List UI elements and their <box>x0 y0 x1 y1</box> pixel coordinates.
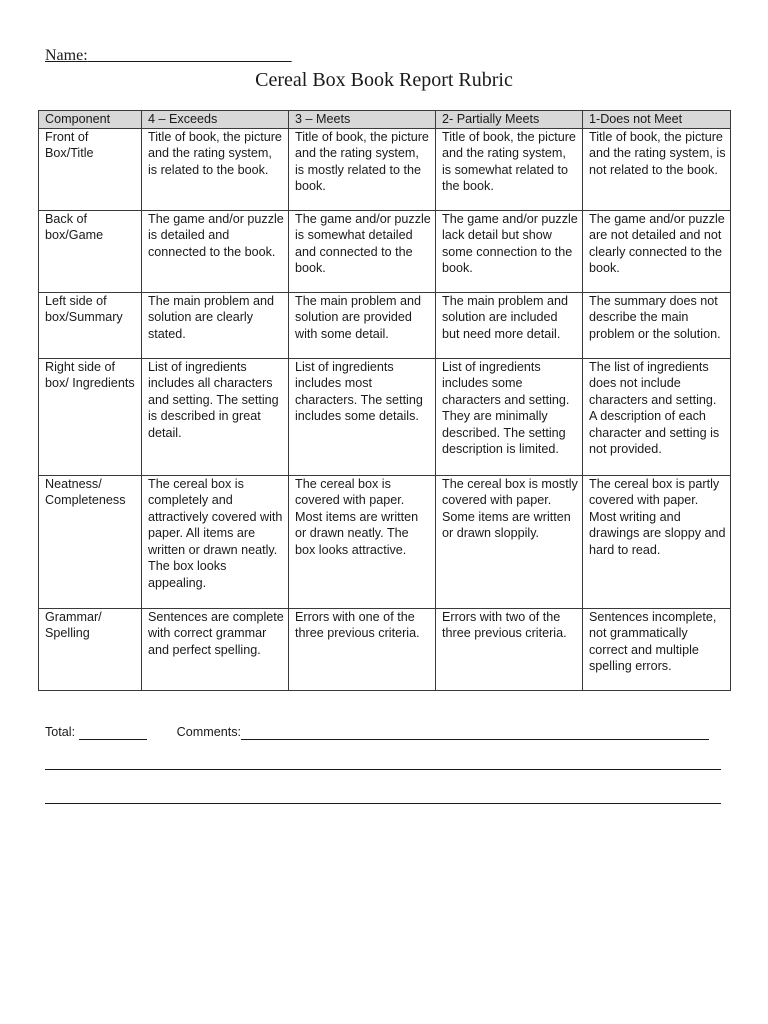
table-cell: Sentences incomplete, not grammatically correct and multiple spelling errors. <box>583 608 731 690</box>
table-row <box>39 475 731 608</box>
name-blank-line[interactable] <box>88 47 292 64</box>
table-row <box>39 358 731 475</box>
name-label: Name: <box>45 47 88 64</box>
table-cell: The game and/or puzzle is somewhat detailed and connected to the book. <box>289 210 436 292</box>
row-component: Back of box/Game <box>39 210 142 292</box>
row-component: Neatness/ Completeness <box>39 475 142 608</box>
table-cell: Title of book, the picture and the rating system, is not related to the book. <box>583 128 731 210</box>
table-cell: Title of book, the picture and the rating system, is mostly related to the book. <box>289 128 436 210</box>
table-cell: The game and/or puzzle is detailed and connected to the book. <box>142 210 289 292</box>
table-cell: The game and/or puzzle are not detailed and not clearly connected to the book. <box>583 210 731 292</box>
row-component: Left side of box/Summary <box>39 292 142 358</box>
column-header-exceeds: 4 – Exceeds <box>142 111 289 129</box>
comments-blank-line[interactable] <box>241 739 709 740</box>
table-cell: Errors with two of the three previous criteria. <box>436 608 583 690</box>
table-cell: The list of ingredients does not include characters and setting. A description of each character and setting is not provided. <box>583 358 731 475</box>
total-label: Total: <box>45 725 76 739</box>
table-row <box>39 128 731 210</box>
table-cell: The main problem and solution are provided with some detail. <box>289 292 436 358</box>
comments-line-3[interactable] <box>45 803 721 804</box>
table-cell: Title of book, the picture and the rating system, is related to the book. <box>142 128 289 210</box>
column-header-meets: 3 – Meets <box>289 111 436 129</box>
table-cell: List of ingredients includes some characters and setting. They are minimally described. The setting description is limited. <box>436 358 583 475</box>
table-cell: The main problem and solution are included but need more detail. <box>436 292 583 358</box>
table-cell: Sentences are complete with correct grammar and perfect spelling. <box>142 608 289 690</box>
rubric-table <box>38 110 731 691</box>
row-component: Front of Box/Title <box>39 128 142 210</box>
table-cell: The game and/or puzzle lack detail but show some connection to the book. <box>436 210 583 292</box>
footer-total-comments <box>45 724 721 740</box>
comments-label: Comments: <box>176 725 241 739</box>
page-title: Cereal Box Book Report Rubric <box>255 69 513 91</box>
row-component: Grammar/ Spelling <box>39 608 142 690</box>
table-cell: The cereal box is completely and attractively covered with paper. All items are written or drawn neatly. The box looks appealing. <box>142 475 289 608</box>
table-header-row <box>39 111 731 129</box>
table-row <box>39 608 731 690</box>
total-blank-line[interactable] <box>79 739 147 740</box>
table-cell: The cereal box is covered with paper. Most items are written or drawn neatly. The box looks attractive. <box>289 475 436 608</box>
table-cell: The cereal box is mostly covered with paper. Some items are written or drawn sloppily. <box>436 475 583 608</box>
table-cell: List of ingredients includes most characters. The setting includes some details. <box>289 358 436 475</box>
table-row <box>39 210 731 292</box>
column-header-component: Component <box>39 111 142 129</box>
table-cell: List of ingredients includes all characters and setting. The setting is described in great detail. <box>142 358 289 475</box>
comments-line-2[interactable] <box>45 769 721 770</box>
table-row <box>39 292 731 358</box>
table-cell: The summary does not describe the main problem or the solution. <box>583 292 731 358</box>
table-cell: Errors with one of the three previous criteria. <box>289 608 436 690</box>
column-header-does-not-meet: 1-Does not Meet <box>583 111 731 129</box>
column-header-partially-meets: 2- Partially Meets <box>436 111 583 129</box>
table-cell: The cereal box is partly covered with paper. Most writing and drawings are sloppy and hard to read. <box>583 475 731 608</box>
row-component: Right side of box/ Ingredients <box>39 358 142 475</box>
name-field[interactable] <box>45 46 292 66</box>
table-cell: Title of book, the picture and the rating system, is somewhat related to the book. <box>436 128 583 210</box>
table-cell: The main problem and solution are clearly stated. <box>142 292 289 358</box>
